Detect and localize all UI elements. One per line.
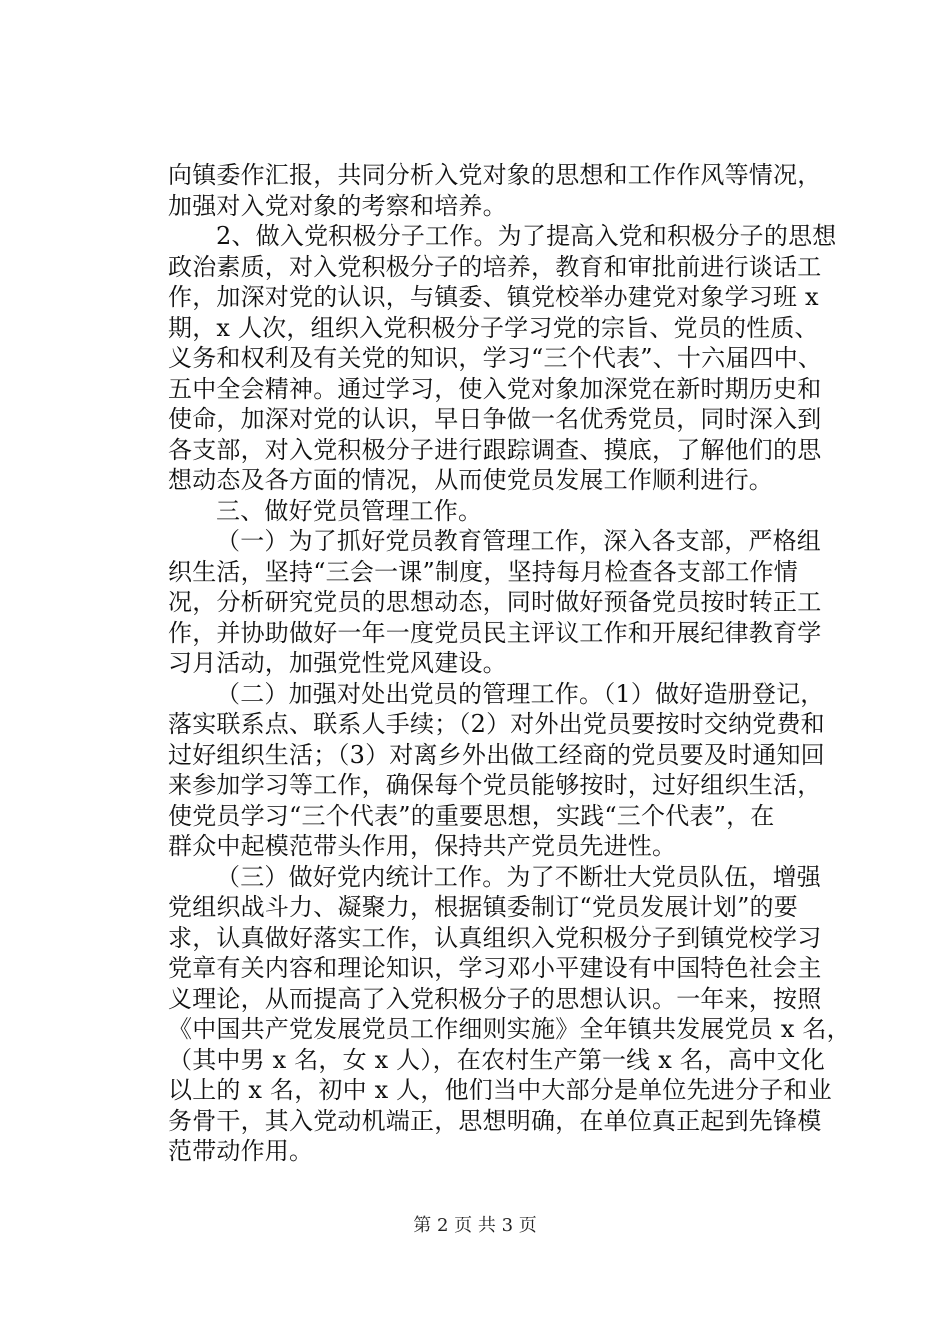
text-line: 织生活，坚持“三会一课”制度，坚持每月检查各支部工作情 [168, 557, 798, 586]
text-line: 党组织战斗力、凝聚力，根据镇委制订“党员发展计划”的要 [168, 893, 798, 921]
text-line: 义理论，从而提高了入党积极分子的思想认识。一年来，按照 [168, 984, 822, 1013]
text-line: 使党员学习“三个代表”的重要思想，实践“三个代表”，在 [168, 801, 775, 830]
text-line: 务骨干，其入党动机端正，思想明确，在单位真正起到先锋模 [168, 1106, 822, 1135]
section-heading: 三、做好党员管理工作。 [216, 496, 483, 525]
paragraph-start: （三）做好党内统计工作。为了不断壮大党员队伍，增强 [216, 862, 821, 891]
text-line: 向镇委作汇报，共同分析入党对象的思想和工作作风等情况， [168, 161, 822, 189]
paragraph-start: （一）为了抓好党员教育管理工作，深入各支部，严格组 [216, 527, 821, 555]
text-line: 群众中起模范带头作用，保持共产党员先进性。 [168, 832, 677, 860]
document-body [168, 160, 858, 1167]
paragraph-start: （二）加强对处出党员的管理工作。（1）做好造册登记， [216, 679, 825, 708]
text-line: 以上的 x 名，初中 x 人，他们当中大部分是单位先进分子和业 [168, 1076, 832, 1104]
text-line: 求，认真做好落实工作，认真组织入党积极分子到镇党校学习 [168, 923, 822, 952]
text-line: 作，并协助做好一年一度党员民主评议工作和开展纪律教育学 [168, 618, 822, 647]
text-line: 党章有关内容和理论知识，学习邓小平建设有中国特色社会主 [168, 954, 822, 982]
text-line: 五中全会精神。通过学习，使入党对象加深党在新时期历史和 [168, 374, 822, 403]
text-line: 落实联系点、联系人手续；（2）对外出党员要按时交纳党费和 [168, 710, 825, 738]
text-line: 《中国共产党发展党员工作细则实施》全年镇共发展党员 x 名， [168, 1015, 851, 1043]
text-line: 作，加深对党的认识，与镇委、镇党校举办建党对象学习班 x [168, 283, 819, 311]
text-line: 义务和权利及有关党的知识，学习“三个代表”、十六届四中、 [168, 344, 823, 372]
text-line: 范带动作用。 [168, 1137, 314, 1165]
text-line: 加强对入党对象的考察和培养。 [168, 191, 507, 220]
text-line: 使命，加深对党的认识，早日争做一名优秀党员，同时深入到 [168, 405, 822, 433]
text-line: 政治素质，对入党积极分子的培养，教育和审批前进行谈话工 [168, 252, 822, 281]
text-line: 过好组织生活；（3）对离乡外出做工经商的党员要及时通知回 [168, 740, 825, 769]
paragraph-start: 2、做入党积极分子工作。为了提高入党和积极分子的思想 [216, 222, 837, 250]
text-line: 来参加学习等工作，确保每个党员能够按时，过好组织生活， [168, 771, 822, 799]
page-number-footer: 第 2 页 共 3 页 [413, 1215, 537, 1236]
text-line: 想动态及各方面的情况，从而使党员发展工作顺利进行。 [168, 466, 773, 494]
text-line: 期，x 人次，组织入党积极分子学习党的宗旨、党员的性质、 [168, 313, 819, 342]
text-line: 习月活动，加强党性党风建设。 [168, 649, 507, 677]
text-line: 各支部，对入党积极分子进行跟踪调查、摸底，了解他们的思 [168, 435, 822, 464]
text-line: （其中男 x 名，女 x 人），在农村生产第一线 x 名，高中文化 [168, 1045, 825, 1074]
text-line: 况，分析研究党员的思想动态，同时做好预备党员按时转正工 [168, 588, 822, 616]
